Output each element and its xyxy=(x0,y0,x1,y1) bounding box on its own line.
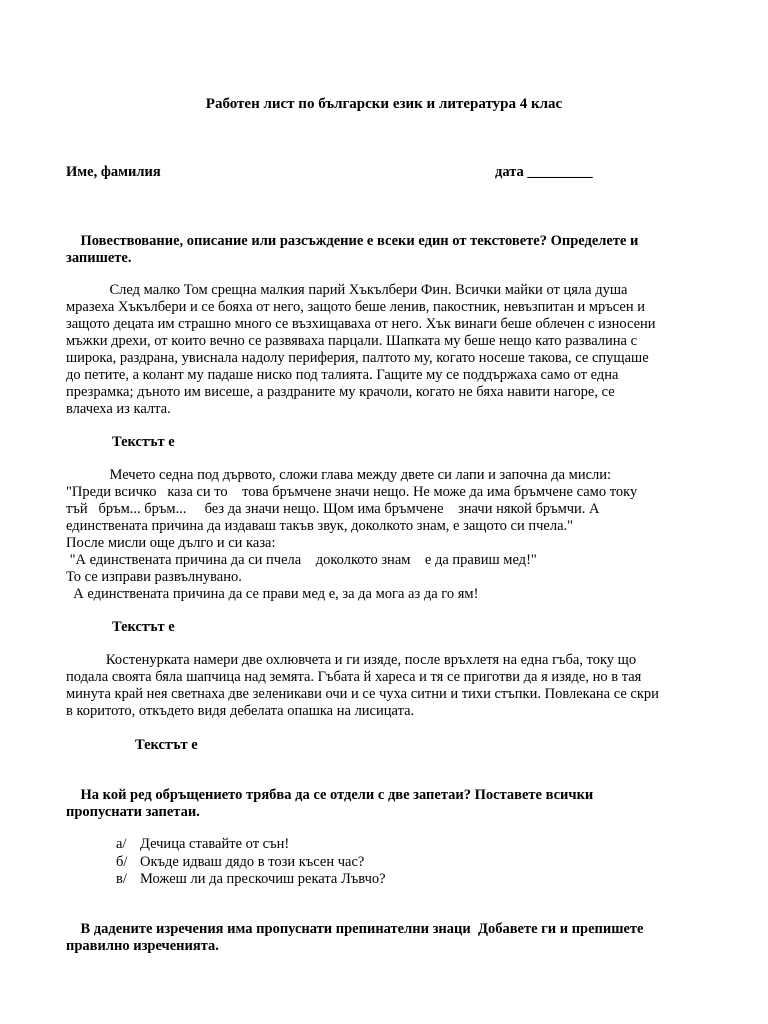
name-label: Име, фамилия xyxy=(66,164,161,180)
list-item-marker: б/ xyxy=(116,853,128,870)
text2-line: Мечето седна под дървото, сложи глава между двете си лапи и започна да мисли: xyxy=(66,467,612,483)
text3-paragraph xyxy=(66,652,706,720)
task2-list xyxy=(116,836,386,889)
text3-line: минута край нея светнаха две зеленикави очи и се чуха ситни и тихи стъпки. Повлекана се скри xyxy=(66,686,659,702)
text1-line: до петите, а колант му падаше ниско под талията. Гащите му се поддържаха само от една xyxy=(66,367,619,383)
text2-paragraph xyxy=(66,467,706,603)
text1-line: мразеха Хъкълбери и се бояха от него, защото беше ленив, пакостник, невъзпитан и мръсен и xyxy=(66,299,645,315)
text2-line: тъй бръм... бръм... без да значи нещо. Щом има бръмчене значи някой бръмчи. А xyxy=(66,501,600,517)
task3-prompt-line: правилно изреченията. xyxy=(66,938,219,954)
text1-paragraph xyxy=(66,282,706,418)
text3-line: Костенурката намери две охлювчета и ги изяде, после връхлетя на една гъба, току що xyxy=(66,652,637,668)
list-item-text: Дечица ставайте от сън! xyxy=(140,836,290,852)
page-title: Работен лист по български език и литература 4 клас xyxy=(205,96,563,112)
text1-answer-label: Текстът е xyxy=(112,434,175,450)
task2-prompt xyxy=(66,787,706,821)
list-item-text: Можеш ли да прескочиш реката Лъвчо? xyxy=(140,871,386,887)
text1-line: широка, раздрана, увиснала надолу периферия, палтото му, когато носеше такова, се спущаше xyxy=(66,350,649,366)
text1-line: влачеха из калта. xyxy=(66,401,171,417)
text1-line: защото децата им страшно много се възхищаваха от него. Хък винаги беше облечен с износени xyxy=(66,316,656,332)
text2-line: "А единствената причина да си пчела доколкото знам е да правиш мед!" xyxy=(66,552,537,568)
list-item xyxy=(116,854,386,872)
task3-prompt xyxy=(66,921,706,955)
task3-prompt-line: В дадените изречения има пропуснати препинателни знаци Добавете ги и препишете xyxy=(66,921,644,937)
task1-prompt xyxy=(66,233,706,267)
date-label: дата _________ xyxy=(495,164,593,180)
list-item-marker: а/ xyxy=(116,836,127,852)
list-item-marker: в/ xyxy=(116,871,127,887)
text2-line: После мисли още дълго и си каза: xyxy=(66,535,276,551)
task2-prompt-line: На кой ред обръщението трябва да се отдели с две запетаи? Поставете всички xyxy=(66,787,594,803)
list-item xyxy=(116,871,386,889)
text2-line: То се изправи развълнувано. xyxy=(66,569,242,585)
task1-prompt-line: Повествование, описание или разсъждение е всеки един от текстовете? Определете и xyxy=(66,233,639,249)
text1-line: мъжки дрехи, от които вечно се развяваха парцали. Шапката му беше нещо като развалина с xyxy=(66,333,638,349)
text3-answer-label: Текстът е xyxy=(135,737,198,753)
text2-line: единствената причина да издаваш такъв звук, доколкото знам, е защото си пчела." xyxy=(66,518,574,534)
task2-prompt-line: пропуснати запетаи. xyxy=(66,804,200,820)
list-item xyxy=(116,836,386,854)
text3-line: подала своята бяла шапчица над земята. Гъбата й хареса и тя се приготви да я изяде, но в тая xyxy=(66,669,642,685)
text2-line: "Преди всичко каза си то това бръмчене значи нещо. Не може да има бръмчене само току xyxy=(66,484,638,500)
task1-prompt-line: запишете. xyxy=(66,250,132,266)
list-item-text: Окъде идваш дядо в този късен час? xyxy=(140,853,365,870)
text1-line: След малко Том срещна малкия парий Хъкълбери Фин. Всички майки от цяла душа xyxy=(66,282,628,298)
text3-line: в коритото, откъдето видя дебелата опашка на лисицата. xyxy=(66,703,415,719)
text2-answer-label: Текстът е xyxy=(112,619,175,635)
text1-line: презрамка; дъното им висеше, а раздраните му крачоли, когато не бяха навити нагоре, се xyxy=(66,384,615,400)
text2-line: А единствената причина да се прави мед е, за да мога аз да го ям! xyxy=(66,586,479,602)
